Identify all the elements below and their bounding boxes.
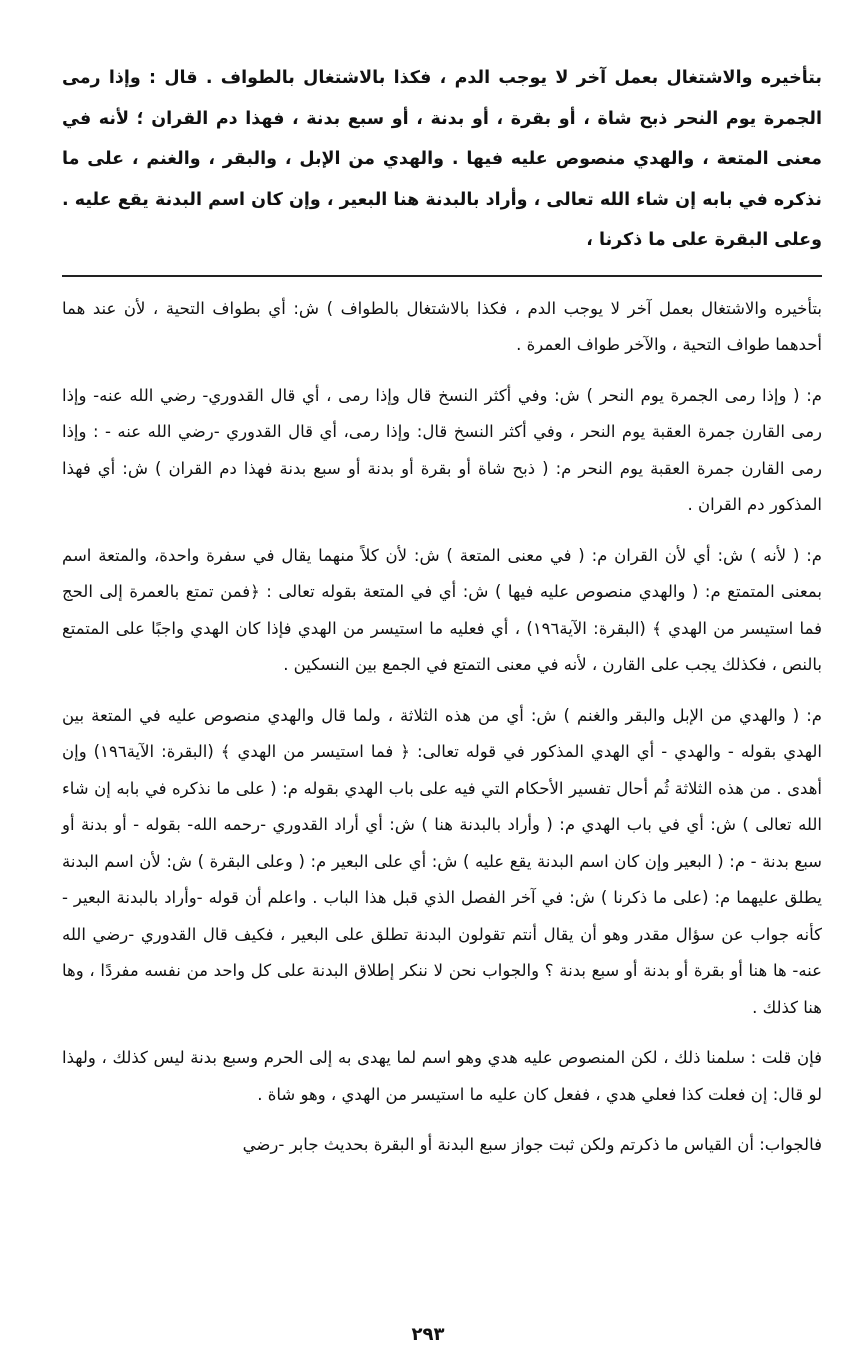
sharh-paragraph-4: م: ( والهدي من الإبل والبقر والغنم ) ش: أي من هذه الثلاثة ، ولما قال والهدي منصوص عليه في المتعة بين الهدي بقوله - والهدي - أي الهدي المذكور في قوله تعالى: ﴿ فما استيسر من الهدي ﴾ (البقرة: الآية١٩٦) وإن أهدى . من هذه الثلاثة ثُم أحال تفسير الأحكام التي فيه على باب الهدي بقوله م: ( على ما نذكره في بابه إن شاء الله تعالى ) ش: أي في باب الهدي م: ( وأراد بالبدنة هنا ) ش: أي أراد القدوري -رحمه الله- بقوله - أو بدنة أو سبع بدنة - م: ( البعير وإن كان اسم البدنة يقع عليه ) ش: أي على البعير م: ( وعلى البقرة ) ش: لأن اسم البدنة يطلق عليهما م: (على ما ذكرنا ) ش: في آخر الفصل الذي قبل هذا الباب . واعلم أن قوله -وأراد بالبدنة البعير - كأنه جواب عن سؤال مقدر وهو أن يقال أنتم تقولون البدنة تطلق على البعير ، فكيف قال القدوري -رضي الله عنه- ها هنا أو بقرة أو بدنة أو سبع بدنة ؟ والجواب نحن لا ننكر إطلاق البدنة على كل واحد من نفسه مفردًا ، وها هنا كذلك . bbox=[62, 705, 822, 1017]
matn-text: بتأخيره والاشتغال بعمل آخر لا يوجب الدم ، فكذا بالاشتغال بالطواف . قال : وإذا رمى الجمرة يوم النحر ذبح شاة ، أو بقرة ، أو بدنة ، أو سبع بدنة ، فهذا دم القران ؛ لأنه في معنى المتعة ، والهدي منصوص عليه فيها . والهدي من الإبل ، والبقر ، والغنم ، على ما نذكره في بابه إن شاء الله تعالى ، وأراد بالبدنة هنا البعير ، وإن كان اسم البدنة يقع عليه . وعلى البقرة على ما ذكرنا ، bbox=[62, 68, 822, 250]
separator-line bbox=[62, 275, 822, 277]
page-body bbox=[62, 58, 822, 1178]
sharh-paragraph-5: فإن قلت : سلمنا ذلك ، لكن المنصوص عليه هدي وهو اسم لما يهدى به إلى الحرم وسبع بدنة ليس كذلك ، ولهذا لو قال: إن فعلت كذا فعلي هدي ، ففعل كان عليه ما استيسر من الهدي ، وهو شاة . bbox=[62, 1048, 822, 1104]
sharh-paragraph-1: بتأخيره والاشتغال بعمل آخر لا يوجب الدم ، فكذا بالاشتغال بالطواف ) ش: أي بطواف التحية ، لأن عند هما أحدهما طواف التحية ، والآخر طواف العمرة . bbox=[62, 298, 822, 354]
sharh-paragraph-2: م: ( وإذا رمى الجمرة يوم النحر ) ش: وفي أكثر النسخ قال وإذا رمى ، أي قال القدوري- رضي الله عنه- وإذا رمى القارن جمرة العقبة يوم النحر ، وفي أكثر النسخ قال: وإذا رمى، أي قال القدوري -رضي الله عنه - : وإذا رمى القارن جمرة العقبة يوم النحر م: ( ذبح شاة أو بقرة أو بدنة أو سبع بدنة فهذا دم القران ) ش: أي فهذا المذكور دم القران . bbox=[62, 385, 822, 514]
sharh-paragraph-6: فالجواب: أن القياس ما ذكرتم ولكن ثبت جواز سبع البدنة أو البقرة بحديث جابر -رضي bbox=[242, 1135, 822, 1154]
page-number: ٢٩٣ bbox=[411, 1324, 445, 1345]
sharh-paragraph-3: م: ( لأنه ) ش: أي لأن القران م: ( في معنى المتعة ) ش: لأن كلاً منهما يقال في سفرة واحدة، والمتعة اسم بمعنى المتمتع م: ( والهدي منصوص عليه فيها ) ش: أي في المتعة بقوله تعالى : ﴿فمن تمتع بالعمرة إلى الحج فما استيسر من الهدي ﴾ (البقرة: الآية١٩٦) ، أي فعليه ما استيسر من الهدي فإذا كان الهدي واجبًا على المتمتع بالنص ، فكذلك يجب على القارن ، لأنه في معنى التمتع في الجمع بين النسكين . bbox=[62, 545, 822, 674]
